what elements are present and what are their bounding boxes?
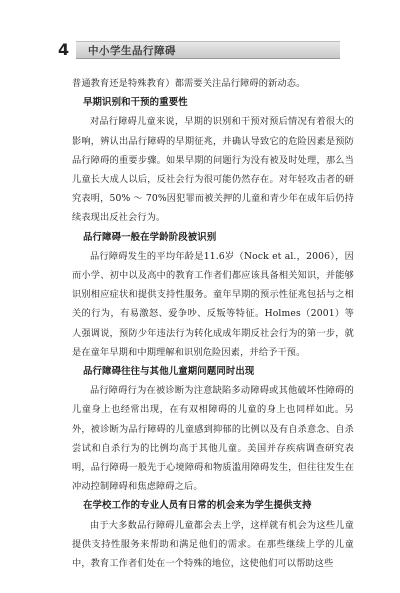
page-number: 4 — [58, 40, 70, 59]
page-body — [72, 74, 354, 573]
paragraph-school-age: 品行障碍发生的平均年龄是11.6岁（Nock et al.，2006），因而小学、初中以及高中的教育工作者们都应该具备相关知识，并能够识别相应症状和提供支持性服务。童年早期的预示性征兆包括与之相关的行为，有易激怒、爱争吵、反叛等特征。Holmes（2001）等人强调说，预防少年违法行为转化成成年期反社会行为的第一步，就是在童年早期和中期理解和识别危险因素，并给予干预。 — [72, 250, 354, 358]
section-heading-comorbidity: 品行障碍往往与其他儿童期问题同时出现 — [83, 366, 255, 378]
section-heading-early-intervention: 早期识别和干预的重要性 — [83, 97, 188, 109]
paragraph-continued: 普通教育还是特殊教育）都需要关注品行障碍的新动态。 — [72, 78, 306, 89]
running-header — [76, 41, 340, 59]
paragraph-school-support: 由于大多数品行障碍儿童都会去上学，这样就有机会为这些儿童提供支持性服务来帮助和满足他们的需求。在那些继续上学的儿童中，教育工作者们处在一个特殊的地位，这使他们可以帮助这些 — [72, 519, 354, 570]
paragraph-early-intervention: 对品行障碍儿童来说，早期的识别和干预对预后情况有着很大的影响，辨认出品行障碍的早期征兆，并确认导致它的危险因素是预防品行障碍的重要步骤。如果早期的问题行为没有被及时处理，那么当儿童长大成人以后，反社会行为很可能仍然存在。对年轻攻击者的研究表明，50% ～ 70%因犯罪而被关押的儿童和青少年在成年后仍持续表现出反社会行为。 — [72, 116, 354, 224]
book-title: 中小学生品行障碍 — [88, 44, 176, 57]
section-heading-school-support: 在学校工作的专业人员有日常的机会来为学生提供支持 — [83, 500, 312, 512]
paragraph-comorbidity: 品行障碍行为在被诊断为注意缺陷多动障碍或其他破坏性障碍的儿童身上也经常出现，在有双相障碍的儿童的身上也同样如此。另外，被诊断为品行障碍的儿童感到抑郁的比例以及有自杀意念、自杀尝试和自杀行为的比例均高于其他儿童。美国并存疾病调查研究表明，品行障碍一般先于心境障碍和物质滥用障碍发生，但往往发生在冲动控制障碍和焦虑障碍之后。 — [72, 385, 354, 493]
section-heading-school-age: 品行障碍一般在学龄阶段被识别 — [83, 231, 217, 243]
